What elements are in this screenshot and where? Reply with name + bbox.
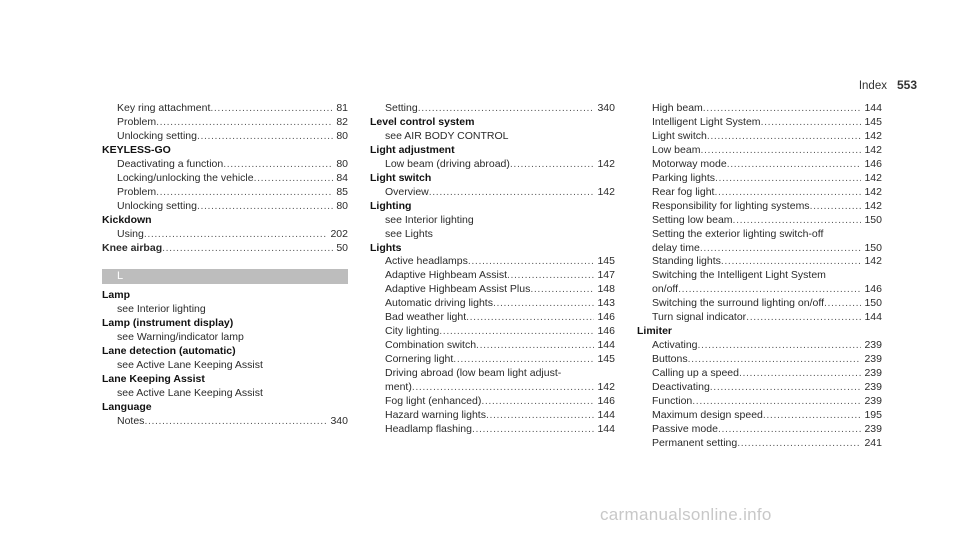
index-heading: Level control system <box>370 115 475 128</box>
index-entry[interactable] <box>370 255 615 269</box>
page-ref: 80 <box>336 129 348 142</box>
entry-text: Bad weather light <box>385 311 467 324</box>
dot-leader <box>530 283 594 297</box>
index-reference: Switching the Intelligent Light System <box>652 269 826 282</box>
entry-text: Standing lights <box>652 255 721 268</box>
page-ref: 147 <box>597 269 615 282</box>
dot-leader <box>739 367 861 381</box>
index-heading: KEYLESS-GO <box>102 143 171 156</box>
page-ref: 195 <box>864 408 882 421</box>
dot-leader <box>453 353 594 367</box>
page-ref: 340 <box>597 102 615 114</box>
index-entry[interactable] <box>637 395 882 409</box>
index-entry[interactable] <box>370 423 615 437</box>
index-reference: see Interior lighting <box>385 213 474 226</box>
dot-leader <box>468 255 595 269</box>
page-ref: 144 <box>597 339 615 352</box>
entry-text: ment) <box>385 381 412 394</box>
dot-leader <box>710 381 862 395</box>
page-ref: 50 <box>336 241 348 254</box>
entry-text: Motorway mode <box>652 157 727 170</box>
watermark: carmanualsonline.info <box>600 505 772 524</box>
page-ref: 82 <box>336 115 348 128</box>
index-reference: see Lights <box>385 227 433 240</box>
dot-leader <box>412 381 595 395</box>
page-ref: 144 <box>597 422 615 435</box>
entry-text: on/off <box>652 283 679 296</box>
entry-text: High beam <box>652 102 703 114</box>
entry-text: Setting low beam <box>652 213 733 226</box>
page-ref: 142 <box>864 199 882 212</box>
dot-leader <box>733 214 862 228</box>
dot-leader <box>254 172 334 186</box>
index-entry[interactable] <box>102 228 348 242</box>
entry-text: Rear fog light <box>652 185 715 198</box>
dot-leader <box>727 158 862 172</box>
entry-text: Calling up a speed <box>652 367 739 380</box>
index-entry[interactable] <box>637 172 882 186</box>
entry-text: Hazard warning lights <box>385 408 486 421</box>
entry-text: Intelligent Light System <box>652 115 761 128</box>
entry-text: Automatic driving lights <box>385 297 493 310</box>
page-ref: 144 <box>597 408 615 421</box>
dot-leader <box>197 200 333 214</box>
entry-text: Activating <box>652 339 698 352</box>
index-entry[interactable] <box>102 172 348 186</box>
index-entry[interactable] <box>370 102 615 116</box>
index-entry[interactable] <box>370 297 615 311</box>
entry-text: Unlocking setting <box>117 199 197 212</box>
index-entry[interactable] <box>637 144 882 158</box>
index-entry[interactable] <box>637 283 882 297</box>
index-entry[interactable] <box>637 353 882 367</box>
index-entry[interactable] <box>370 325 615 339</box>
entry-text: Adaptive Highbeam Assist Plus <box>385 283 531 296</box>
index-reference: Setting the exterior lighting switch-off <box>652 227 824 240</box>
page-ref: 150 <box>864 297 882 310</box>
dot-leader <box>418 102 595 116</box>
index-reference: see Active Lane Keeping Assist <box>117 359 263 372</box>
page-ref: 241 <box>864 436 882 449</box>
entry-text: Problem <box>117 115 157 128</box>
dot-leader <box>223 158 333 172</box>
index-entry[interactable] <box>637 437 882 451</box>
index-entry[interactable] <box>637 423 882 437</box>
index-heading: Light adjustment <box>370 143 455 156</box>
dot-leader <box>439 325 594 339</box>
index-heading: Limiter <box>637 325 673 338</box>
dot-leader <box>466 311 594 325</box>
index-entry[interactable] <box>637 200 882 214</box>
page-ref: 142 <box>864 185 882 198</box>
index-entry[interactable] <box>102 130 348 144</box>
page-number: 553 <box>896 78 917 92</box>
index-entry[interactable] <box>370 283 615 297</box>
index-column-3 <box>637 102 882 451</box>
index-column-1 <box>102 102 348 429</box>
dot-leader <box>763 409 862 423</box>
index-entry[interactable] <box>370 353 615 367</box>
page-ref: 144 <box>864 311 882 324</box>
entry-text: Switching the surround lighting on/off <box>652 297 824 310</box>
entry-text: Adaptive Highbeam Assist <box>385 269 507 282</box>
index-entry[interactable] <box>102 415 348 429</box>
index-entry[interactable] <box>637 130 882 144</box>
index-reference: see Warning/indicator lamp <box>117 331 244 344</box>
entry-text: Permanent setting <box>652 436 738 449</box>
index-entry[interactable] <box>637 158 882 172</box>
dot-leader <box>486 409 595 423</box>
index-heading: Lane detection (automatic) <box>102 345 236 358</box>
index-reference: Driving abroad (low beam light adjust- <box>385 367 562 380</box>
index-entry[interactable] <box>370 158 615 172</box>
page-ref: 148 <box>597 283 615 296</box>
dot-leader <box>678 283 861 297</box>
page-ref: 142 <box>864 255 882 268</box>
dot-leader <box>688 353 862 367</box>
entry-text: Overview <box>385 185 429 198</box>
page-ref: 142 <box>597 381 615 394</box>
dot-leader <box>761 116 862 130</box>
entry-text: Deactivating a function <box>117 157 224 170</box>
page-ref: 80 <box>336 157 348 170</box>
page-ref: 150 <box>864 213 882 226</box>
dot-leader <box>481 395 594 409</box>
dot-leader <box>472 423 595 437</box>
page-ref: 145 <box>597 255 615 268</box>
page-ref: 239 <box>864 367 882 380</box>
index-entry[interactable] <box>102 200 348 214</box>
dot-leader <box>144 415 327 429</box>
page-ref: 80 <box>336 199 348 212</box>
page-ref: 143 <box>597 297 615 310</box>
index-heading: Lights <box>370 241 402 254</box>
entry-text: City lighting <box>385 325 440 338</box>
page-ref: 142 <box>864 171 882 184</box>
entry-text: Headlamp flashing <box>385 422 472 435</box>
letter-band: L <box>102 269 348 284</box>
entry-text: Cornering light <box>385 353 454 366</box>
dot-leader <box>507 269 594 283</box>
entry-text: Passive mode <box>652 422 718 435</box>
dot-leader <box>718 423 862 437</box>
page-ref: 146 <box>864 283 882 296</box>
index-reference: see AIR BODY CONTROL <box>385 129 509 142</box>
dot-leader <box>692 395 861 409</box>
page-ref: 202 <box>330 227 348 240</box>
dot-leader <box>810 200 862 214</box>
page-ref: 144 <box>864 102 882 114</box>
page-ref: 239 <box>864 339 882 352</box>
dot-leader <box>737 437 861 451</box>
index-entry[interactable] <box>637 311 882 325</box>
entry-text: Setting <box>385 102 418 114</box>
entry-text: Parking lights <box>652 171 716 184</box>
index-entry[interactable] <box>637 255 882 269</box>
index-entry[interactable] <box>637 242 882 256</box>
index-reference: see Active Lane Keeping Assist <box>117 387 263 400</box>
index-entry[interactable] <box>370 186 615 200</box>
dot-leader <box>510 158 595 172</box>
dot-leader <box>700 144 861 158</box>
entry-text: Locking/unlocking the vehicle <box>117 171 254 184</box>
index-entry[interactable] <box>370 339 615 353</box>
index-entry[interactable] <box>370 395 615 409</box>
index-entry[interactable] <box>102 186 348 200</box>
entry-text: Active headlamps <box>385 255 468 268</box>
index-column-2 <box>370 102 615 437</box>
entry-text: Using <box>117 227 144 240</box>
section-title: Index <box>858 80 887 92</box>
entry-text: Turn signal indicator <box>652 311 747 324</box>
index-entry[interactable] <box>637 367 882 381</box>
page-ref: 84 <box>336 171 348 184</box>
entry-text: Buttons <box>652 353 688 366</box>
dot-leader <box>162 242 333 256</box>
index-entry[interactable] <box>102 116 348 130</box>
dot-leader <box>721 255 862 269</box>
page-ref: 142 <box>864 143 882 156</box>
index-heading: Lane Keeping Assist <box>102 373 205 386</box>
dot-leader <box>156 186 333 200</box>
page-ref: 85 <box>336 185 348 198</box>
entry-text: Problem <box>117 185 157 198</box>
dot-leader <box>197 130 333 144</box>
page-ref: 142 <box>864 129 882 142</box>
page-ref: 145 <box>597 353 615 366</box>
index-entry[interactable] <box>637 214 882 228</box>
page-ref: 239 <box>864 381 882 394</box>
index-entry[interactable] <box>637 116 882 130</box>
dot-leader <box>715 172 861 186</box>
dot-leader <box>698 339 862 353</box>
entry-text: Low beam <box>652 143 701 156</box>
entry-text: Notes <box>117 415 145 428</box>
dot-leader <box>429 186 595 200</box>
entry-text: Unlocking setting <box>117 129 197 142</box>
index-entry[interactable] <box>637 381 882 395</box>
index-heading: Kickdown <box>102 213 152 226</box>
index-entry[interactable] <box>637 339 882 353</box>
index-reference: see Interior lighting <box>117 303 206 316</box>
page-ref: 150 <box>864 241 882 254</box>
entry-text: delay time <box>652 241 700 254</box>
dot-leader <box>144 228 328 242</box>
page-ref: 81 <box>336 102 348 114</box>
page-ref: 145 <box>864 115 882 128</box>
page-header <box>859 78 917 92</box>
dot-leader <box>746 311 861 325</box>
entry-text: Function <box>652 395 693 408</box>
dot-leader <box>824 297 861 311</box>
page-ref: 239 <box>864 395 882 408</box>
index-heading: Lighting <box>370 199 412 212</box>
index-entry[interactable] <box>637 409 882 423</box>
index-heading: Language <box>102 401 152 414</box>
page-ref: 340 <box>330 415 348 428</box>
dot-leader <box>210 102 333 116</box>
index-entry[interactable] <box>370 311 615 325</box>
dot-leader <box>156 116 333 130</box>
index-heading: Lamp (instrument display) <box>102 317 234 330</box>
dot-leader <box>703 102 862 116</box>
page-ref: 142 <box>597 157 615 170</box>
dot-leader <box>700 242 862 256</box>
page-ref: 239 <box>864 422 882 435</box>
entry-text: Responsibility for lighting systems <box>652 199 810 212</box>
page-ref: 142 <box>597 185 615 198</box>
dot-leader <box>493 297 595 311</box>
index-entry[interactable] <box>102 102 348 116</box>
index-entry[interactable] <box>370 269 615 283</box>
index-entry[interactable] <box>102 158 348 172</box>
index-entry[interactable] <box>637 186 882 200</box>
entry-text: Deactivating <box>652 381 710 394</box>
entry-text: Maximum design speed <box>652 408 763 421</box>
page-ref: 146 <box>597 311 615 324</box>
page-ref: 146 <box>597 325 615 338</box>
entry-text: Key ring attachment <box>117 102 211 114</box>
entry-text: Knee airbag <box>102 241 163 254</box>
index-heading: Lamp <box>102 289 131 302</box>
page-ref: 239 <box>864 353 882 366</box>
index-heading: Light switch <box>370 171 432 184</box>
dot-leader <box>707 130 862 144</box>
entry-text: Combination switch <box>385 339 477 352</box>
index-heading-entry[interactable] <box>102 242 348 256</box>
entry-text: Fog light (enhanced) <box>385 395 482 408</box>
index-entry[interactable] <box>370 409 615 423</box>
page-ref: 146 <box>864 157 882 170</box>
index-entry[interactable] <box>637 102 882 116</box>
dot-leader <box>476 339 594 353</box>
entry-text: Light switch <box>652 129 707 142</box>
entry-text: Low beam (driving abroad) <box>385 157 510 170</box>
index-entry[interactable] <box>637 297 882 311</box>
index-entry[interactable] <box>370 381 615 395</box>
dot-leader <box>714 186 861 200</box>
page-ref: 146 <box>597 395 615 408</box>
